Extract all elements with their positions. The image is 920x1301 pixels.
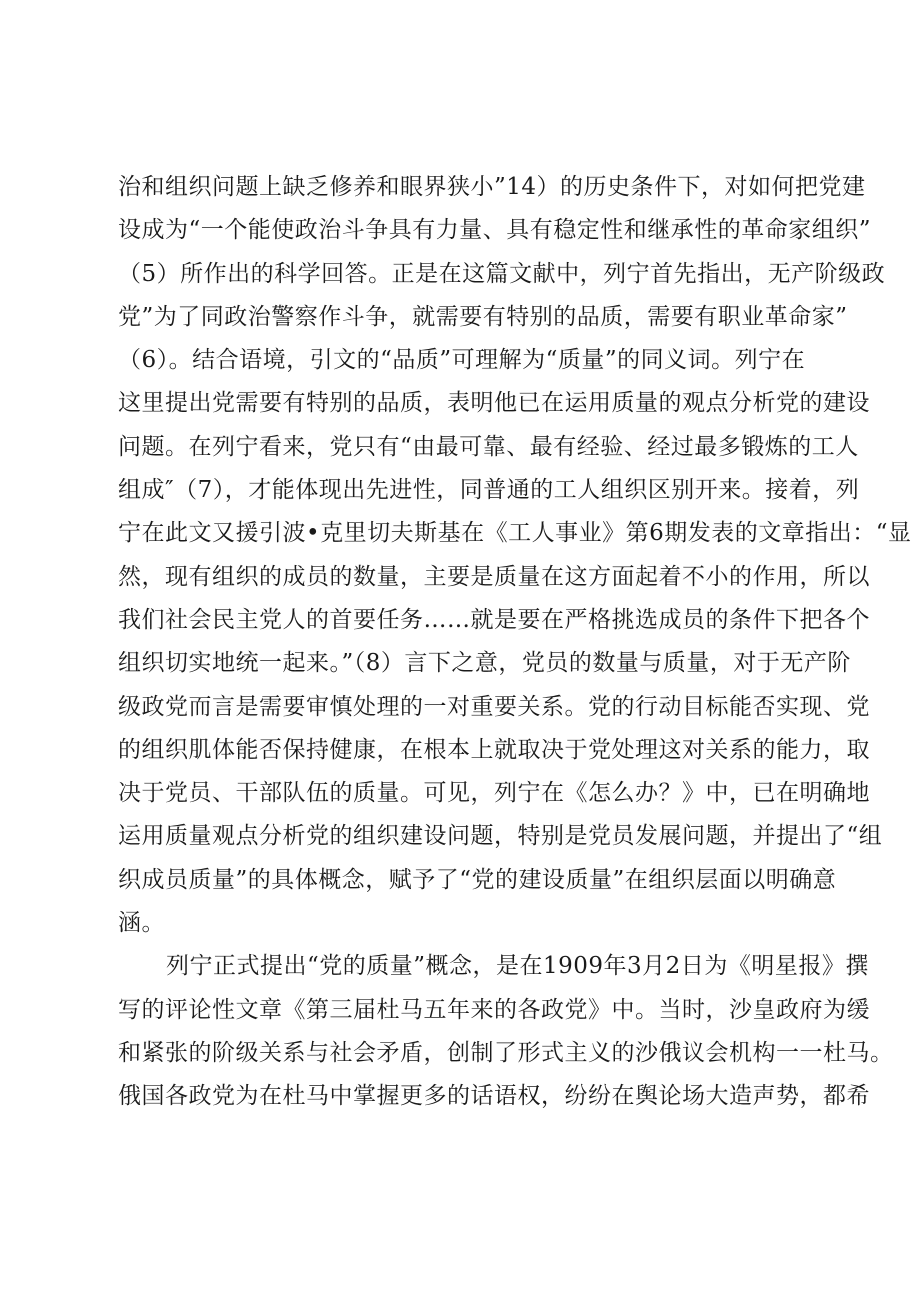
text-line: 决于党员、干部队伍的质量。可见，列宁在《怎么办？》中，已在明确地: [118, 780, 870, 807]
paragraph-1: [118, 166, 912, 945]
text-line: 涵。: [118, 910, 165, 937]
text-line: 治和组织问题上缺乏修养和眼界狭小”14）的历史条件下，对如何把党建: [118, 174, 866, 200]
text-line: （6）。结合语境，引文的“品质”可理解为“质量”的同义词。列宁在: [118, 347, 806, 374]
text-line: 宁在此文又援引波•克里切夫斯基在《工人事业》第6期发表的文章指出：“显: [118, 520, 912, 547]
text-line: 设成为“一个能使政治斗争具有力量、具有稳定性和继承性的革命家组织”: [118, 217, 872, 244]
text-line: 我们社会民主党人的首要任务……就是要在严格挑选成员的条件下把各个: [118, 606, 870, 633]
text-line: 然，现有组织的成员的数量，主要是质量在这方面起着不小的作用，所以: [118, 563, 870, 590]
text-line: 织成员质量”的具体概念，赋予了“党的建设质量”在组织层面以明确意: [118, 866, 837, 893]
paragraph-2: [118, 945, 894, 1118]
text-line: 运用质量观点分析党的组织建设问题，特别是党员发展问题，并提出了“组: [118, 823, 883, 850]
text-line: 这里提出党需要有特别的品质，表明他已在运用质量的观点分析党的建设: [118, 390, 870, 417]
text-line: 党”为了同政治警察作斗争，就需要有特别的品质，需要有职业革命家”: [118, 303, 848, 330]
text-line: 列宁正式提出“党的质量”概念，是在1909年3月2日为《明星报》撰: [166, 953, 869, 980]
text-line: 组织切实地统一起来。”（8）言下之意，党员的数量与质量，对于无产阶: [118, 650, 851, 677]
body-text: [118, 166, 912, 1119]
text-line: 的组织肌体能否保持健康，在根本上就取决于党处理这对关系的能力，取: [118, 736, 870, 763]
text-line: 俄国各政党为在杜马中掌握更多的话语权，纷纷在舆论场大造声势，都希: [118, 1083, 870, 1110]
text-line: 级政党而言是需要审慎处理的一对重要关系。党的行动目标能否实现、党: [118, 693, 870, 720]
text-line: 和紧张的阶级关系与社会矛盾，创制了形式主义的沙俄议会机构一一杜马。: [118, 1039, 894, 1066]
text-line: 组成″（7），才能体现出先进性，同普通的工人组织区别开来。接着，列: [118, 477, 860, 504]
text-line: 问题。在列宁看来，党只有“由最可靠、最有经验、经过最多锻炼的工人: [118, 433, 859, 460]
text-line: （5）所作出的科学回答。正是在这篇文献中，列宁首先指出，无产阶级政: [118, 260, 886, 287]
text-line: 写的评论性文章《第三届杜马五年来的各政党》中。当时，沙皇政府为缓: [118, 996, 870, 1023]
